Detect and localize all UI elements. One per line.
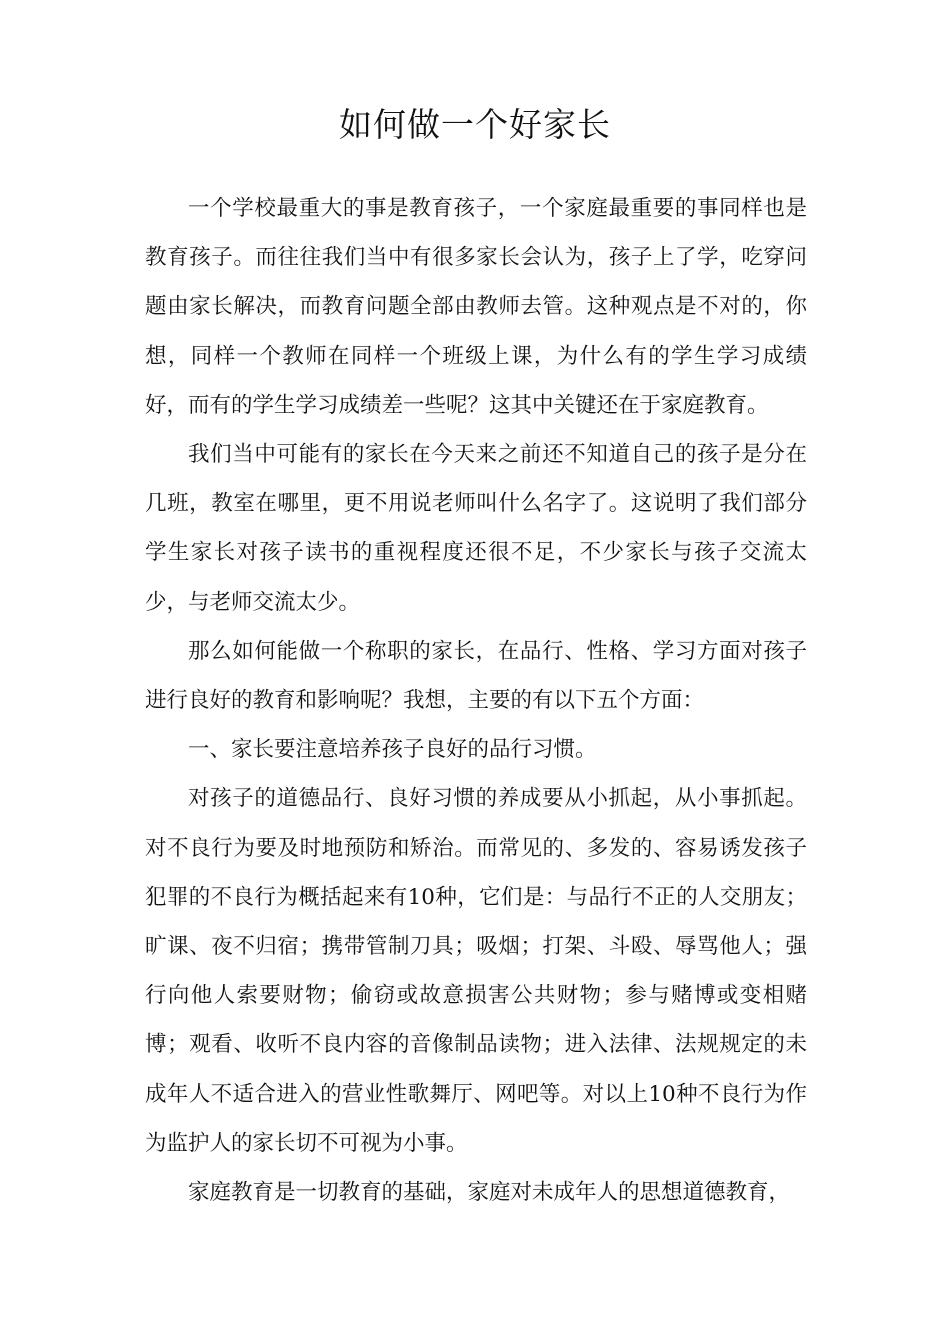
document-title: 如何做一个好家长: [339, 105, 611, 144]
document-body: [145, 184, 807, 1217]
paragraph-4: 对孩子的道德品行、良好习惯的养成要从小抓起，从小事抓起。对不良行为要及时地预防和矫治。而常见的、多发的、容易诱发孩子犯罪的不良行为概括起来有10种，它们是：与品行不正的人交朋友；旷课、夜不归宿；携带管制刀具；吸烟；打架、斗殴、辱骂他人；强行向他人索要财物；偷窃或故意损害公共财物；参与赌博或变相赌博；观看、收听不良内容的音像制品读物；进入法律、法规规定的未成年人不适合进入的营业性歌舞厅、网吧等。对以上10种不良行为作为监护人的家长切不可视为小事。: [145, 786, 807, 1156]
paragraph-1: 一个学校最重大的事是教育孩子，一个家庭最重要的事同样也是教育孩子。而往往我们当中有很多家长会认为，孩子上了学，吃穿问题由家长解决，而教育问题全部由教师去管。这种观点是不对的，你想，同样一个教师在同样一个班级上课，为什么有的学生学习成绩好，而有的学生学习成绩差一些呢？这其中关键还在于家庭教育。: [145, 196, 807, 418]
paragraph-3: 那么如何能做一个称职的家长，在品行、性格、学习方面对孩子进行良好的教育和影响呢？我想，主要的有以下五个方面：: [145, 638, 807, 714]
paragraph-5: 家庭教育是一切教育的基础，家庭对未成年人的思想道德教育，: [188, 1180, 791, 1206]
paragraph-2: 我们当中可能有的家长在今天来之前还不知道自己的孩子是分在几班，教室在哪里，更不用说老师叫什么名字了。这说明了我们部分学生家长对孩子读书的重视程度还很不足，不少家长与孩子交流太少，与老师交流太少。: [145, 442, 807, 615]
section-heading-1: 一、家长要注意培养孩子良好的品行习惯。: [188, 737, 597, 763]
